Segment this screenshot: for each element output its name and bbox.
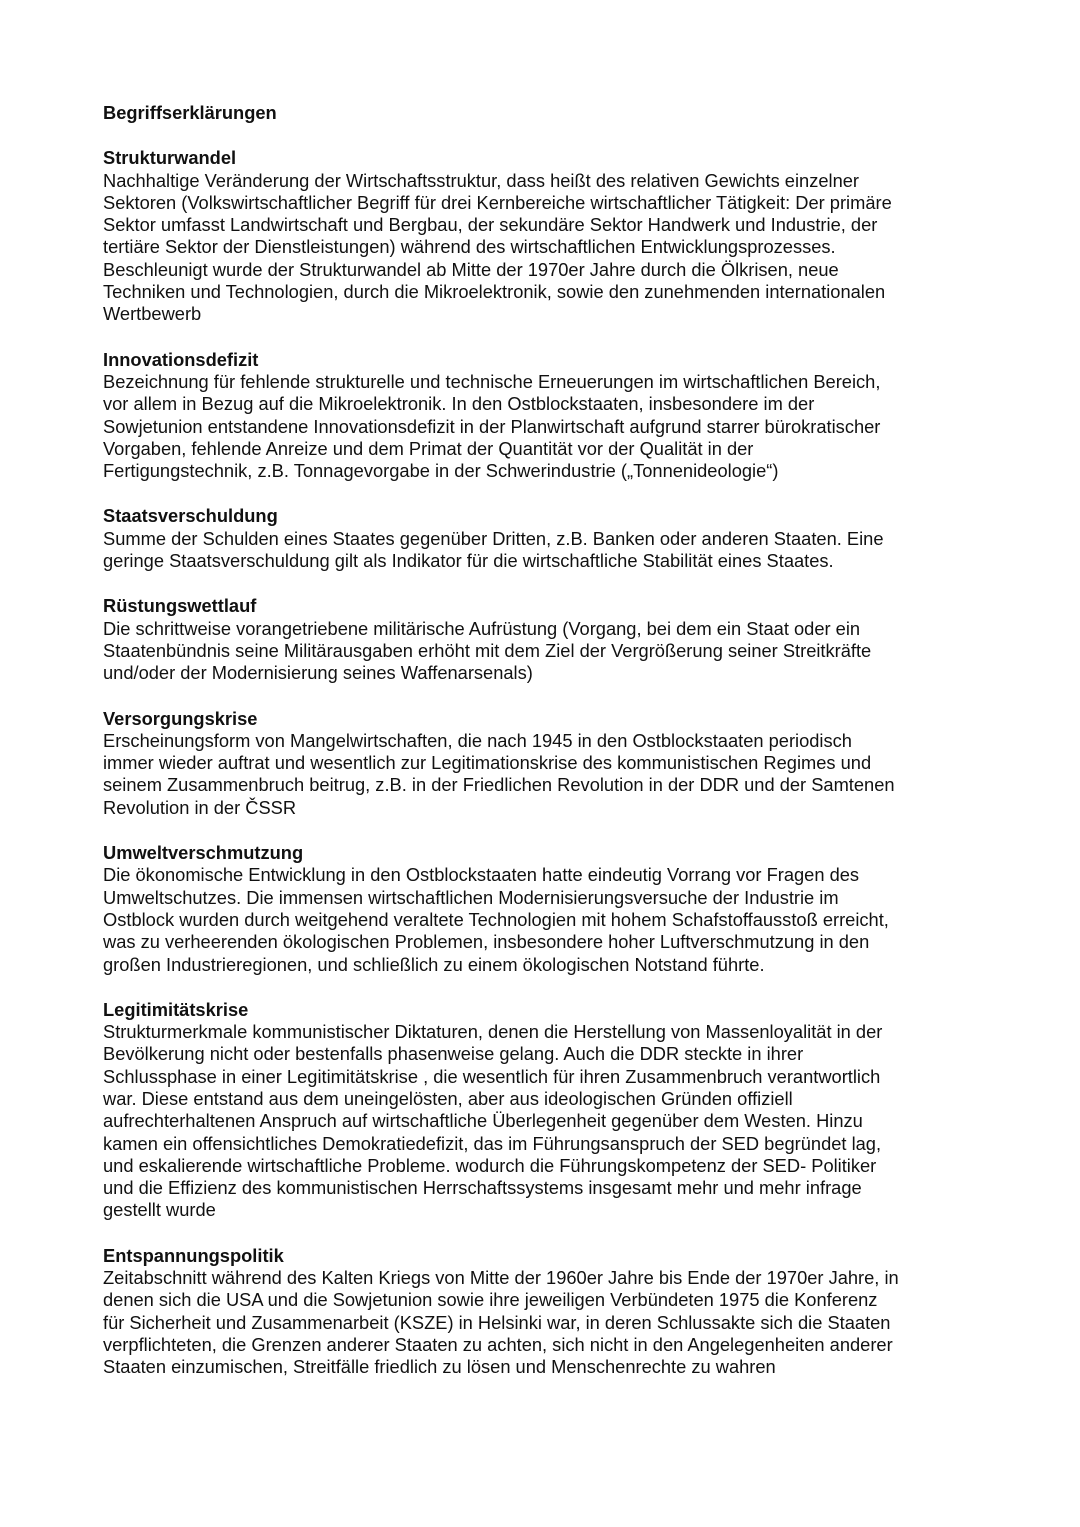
definition-line: Fertigungstechnik, z.B. Tonnagevorgabe in der Schwerindustrie („Tonnenideologie“) [103,460,779,482]
definition-line: aufrechterhaltenen Anspruch auf wirtschaftliche Überlegenheit gegenüber dem Westen. Hinzu [103,1110,863,1132]
term-section [103,1245,983,1379]
term-heading: Entspannungspolitik [103,1244,284,1266]
definition-line: Staatenbündnis seine Militärausgaben erhöht mit dem Ziel der Vergrößerung seiner Streitkräfte [103,639,872,661]
definition-line: Techniken und Technologien, durch die Mikroelektronik, sowie den zunehmenden internationalen [103,281,886,303]
page-title: Begriffserklärungen [103,102,277,123]
definition-line: geringe Staatsverschuldung gilt als Indikator für die wirtschaftliche Stabilität eines Staates. [103,550,834,572]
definition-line: Vorgaben, fehlende Anreize und dem Primat der Quantität vor der Qualität in der [103,437,754,459]
term-section [103,147,983,325]
definition-line: Staaten einzumischen, Streitfälle friedlich zu lösen und Menschenrechte zu wahren [103,1356,776,1378]
term-definition [103,371,983,482]
definition-line: Wertbewerb [103,303,202,325]
term-heading: Staatsverschuldung [103,505,278,527]
definition-line: Strukturmerkmale kommunistischer Diktaturen, denen die Herstellung von Massenloyalität in der [103,1021,883,1043]
definition-line: Schlussphase in einer Legitimitätskrise , die wesentlich für ihren Zusammenbruch verantwortlich [103,1065,881,1087]
definition-line: Die ökonomische Entwicklung in den Ostblockstaaten hatte eindeutig Vorrang vor Fragen des [103,864,860,886]
term-definition [103,1021,983,1222]
term-heading: Legitimitätskrise [103,998,249,1020]
term-definition [103,1267,983,1378]
definition-line: gestellt wurde [103,1199,216,1221]
term-section [103,708,983,819]
definition-line: Erscheinungsform von Mangelwirtschaften, die nach 1945 in den Ostblockstaaten periodisch [103,729,852,751]
definition-line: kamen ein offensichtliches Demokratiedefizit, das im Führungsanspruch der SED begründet lag, [103,1132,882,1154]
definition-line: Ostblock wurden durch weitgehend veraltete Technologien mit hohem Schafstoffausstoß erreicht, [103,908,889,930]
term-heading: Versorgungskrise [103,707,258,729]
term-section [103,595,983,684]
definition-line: denen sich die USA und die Sowjetunion sowie ihre jeweiligen Verbündeten 1975 die Konferenz [103,1289,878,1311]
term-list [103,147,983,1378]
definition-line: und eskalierende wirtschaftliche Probleme. wodurch die Führungskompetenz der SED- Politiker [103,1154,877,1176]
term-definition [103,864,983,975]
term-definition [103,730,983,819]
term-section [103,505,983,572]
definition-line: war. Diese entstand aus dem uneingelösten, aber aus ideologischen Gründen offiziell [103,1087,793,1109]
definition-line: Zeitabschnitt während des Kalten Kriegs von Mitte der 1960er Jahre bis Ende der 1970er Jahre, in [103,1267,899,1289]
term-definition [103,618,983,685]
definition-line: und die Effizienz des kommunistischen Herrschaftssystems insgesamt mehr und mehr infrage [103,1177,862,1199]
definition-line: Umweltschutzes. Die immensen wirtschaftlichen Modernisierungsversuche der Industrie im [103,886,839,908]
definition-line: Summe der Schulden eines Staates gegenüber Dritten, z.B. Banken oder anderen Staaten. Eine [103,527,884,549]
definition-line: Sowjetunion entstandene Innovationsdefizit in der Planwirtschaft aufgrund starrer bürokratischer [103,415,881,437]
definition-line: und/oder der Modernisierung seines Waffenarsenals) [103,662,533,684]
definition-line: tertiäre Sektor der Dienstleistungen) während des wirtschaftlichen Entwicklungsprozesses. [103,236,836,258]
definition-line: Beschleunigt wurde der Strukturwandel ab Mitte der 1970er Jahre durch die Ölkrisen, neue [103,258,839,280]
definition-line: seinem Zusammenbruch beitrug, z.B. in der Friedlichen Revolution in der DDR und der Samtenen [103,774,895,796]
term-section [103,999,983,1222]
definition-line: immer wieder auftrat und wesentlich zur Legitimationskrise des kommunistischen Regimes und [103,752,872,774]
document-page [103,102,983,1402]
term-heading: Umweltverschmutzung [103,842,304,864]
definition-line: für Sicherheit und Zusammenarbeit (KSZE) in Helsinki war, in deren Schlussakte sich die Staaten [103,1311,891,1333]
term-heading: Rüstungswettlauf [103,595,257,617]
term-section [103,842,983,976]
term-definition [103,528,983,573]
definition-line: Sektoren (Volkswirtschaftlicher Begriff für drei Kernbereiche wirtschaftlicher Tätigkeit: Der primäre [103,191,892,213]
definition-line: verpflichteten, die Grenzen anderer Staaten zu achten, sich nicht in den Angelegenheiten anderer [103,1333,893,1355]
definition-line: Die schrittweise vorangetriebene militärische Aufrüstung (Vorgang, bei dem ein Staat oder ein [103,617,861,639]
definition-line: vor allem in Bezug auf die Mikroelektronik. In den Ostblockstaaten, insbesondere im der [103,393,815,415]
definition-line: Revolution in der ČSSR [103,796,297,818]
definition-line: großen Industrieregionen, und schließlich zu einem ökologischen Notstand führte. [103,953,765,975]
definition-line: Bevölkerung nicht oder bestenfalls phasenweise gelang. Auch die DDR steckte in ihrer [103,1043,804,1065]
term-definition [103,170,983,326]
term-heading: Strukturwandel [103,147,237,169]
definition-line: Bezeichnung für fehlende strukturelle und technische Erneuerungen im wirtschaftlichen Bereich, [103,370,881,392]
term-section [103,349,983,483]
definition-line: was zu verheerenden ökologischen Problemen, insbesondere hoher Luftverschmutzung in den [103,931,870,953]
term-heading: Innovationsdefizit [103,348,259,370]
definition-line: Sektor umfasst Landwirtschaft und Bergbau, der sekundäre Sektor Handwerk und Industrie, der [103,214,878,236]
definition-line: Nachhaltige Veränderung der Wirtschaftsstruktur, dass heißt des relativen Gewichts einzelner [103,169,859,191]
